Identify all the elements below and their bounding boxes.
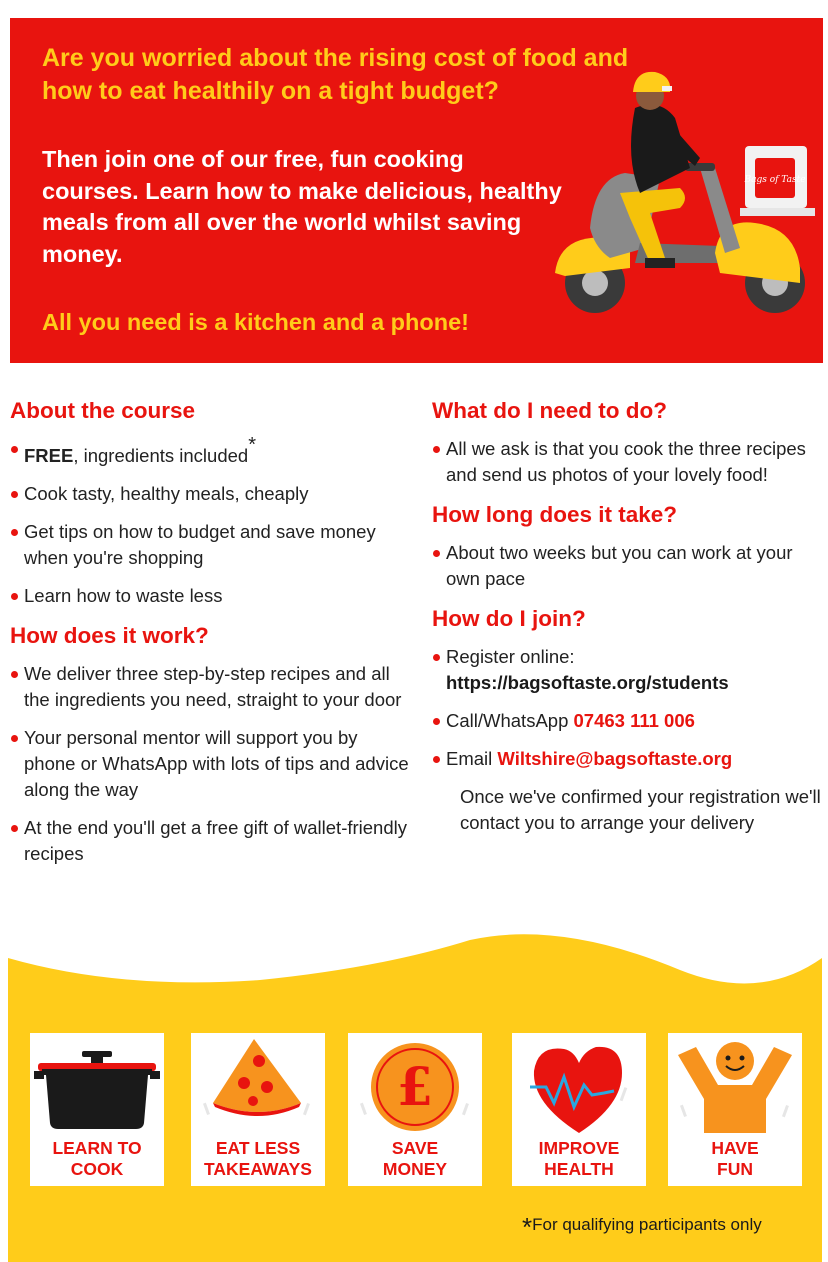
join-list xyxy=(432,644,822,772)
about-title: About the course xyxy=(10,398,196,423)
benefit-card-cook xyxy=(30,1033,164,1186)
how-title: How does it work? xyxy=(10,623,209,649)
list-item: Your personal mentor will support you by phone or WhatsApp with lots of tips and advice along the way xyxy=(10,725,410,803)
list-item: Email Wiltshire@bagsoftaste.org xyxy=(432,746,822,772)
long-list xyxy=(432,540,822,592)
svg-text:£: £ xyxy=(396,1057,434,1118)
phone-link[interactable]: 07463 111 006 xyxy=(573,710,695,731)
hero-banner xyxy=(10,18,823,363)
long-title: How long does it take? xyxy=(432,502,678,527)
benefit-card-money xyxy=(348,1033,482,1186)
benefit-label: LEARN TO COOK xyxy=(52,1138,142,1179)
need-title: What do I need to do? xyxy=(432,398,667,423)
heart-icon xyxy=(512,1033,646,1143)
list-item: We deliver three step-by-step recipes and all the ingredients you need, straight to your door xyxy=(10,661,410,713)
benefit-card-fun xyxy=(668,1033,802,1186)
how-list xyxy=(10,661,410,867)
benefit-card-health xyxy=(512,1033,646,1186)
join-note: Once we've confirmed your registration we'll contact you to arrange your delivery xyxy=(460,786,821,833)
happy-person-icon xyxy=(668,1033,802,1143)
join-title: How do I join? xyxy=(432,606,586,631)
footnote: *For qualifying participants only xyxy=(522,1212,762,1242)
list-item: Learn how to waste less xyxy=(10,583,410,609)
register-link[interactable]: https://bagsoftaste.org/students xyxy=(446,672,729,693)
hero-question: Are you worried about the rising cost of food and how to eat healthily on a tight budget? xyxy=(42,44,629,105)
benefit-label: HAVE FUN xyxy=(711,1138,759,1179)
bag-logo: Bags of Taste xyxy=(744,175,806,185)
left-column xyxy=(10,396,410,879)
list-item: Register online: https://bagsoftaste.org/students xyxy=(432,644,822,696)
email-link[interactable]: Wiltshire@bagsoftaste.org xyxy=(497,748,733,769)
scooter-rider-illustration xyxy=(550,58,820,328)
list-item: All we ask is that you cook the three recipes and send us photos of your lovely food! xyxy=(432,436,822,488)
list-item: Get tips on how to budget and save money when you're shopping xyxy=(10,519,410,571)
benefit-label: EAT LESS TAKEAWAYS xyxy=(204,1138,312,1179)
right-column xyxy=(432,396,822,836)
hero-cta: All you need is a kitchen and a phone! xyxy=(42,309,469,335)
about-list xyxy=(10,436,410,609)
benefit-label: SAVE MONEY xyxy=(382,1138,448,1179)
list-item: Call/WhatsApp 07463 111 006 xyxy=(432,708,822,734)
pound-coin-icon xyxy=(348,1033,482,1143)
list-item: At the end you'll get a free gift of wallet-friendly recipes xyxy=(10,815,410,867)
benefit-label: IMPROVE HEALTH xyxy=(538,1138,620,1179)
list-item: FREE, ingredients included* xyxy=(10,436,410,469)
list-item: About two weeks but you can work at your own pace xyxy=(432,540,822,592)
benefit-card-takeaways xyxy=(191,1033,325,1186)
pot-icon xyxy=(30,1033,164,1143)
pizza-icon xyxy=(191,1033,325,1143)
need-list xyxy=(432,436,822,488)
hero-body: Then join one of our free, fun cooking courses. Learn how to make delicious, healthy meals from all over the world whilst saving money. xyxy=(42,146,562,267)
list-item: Cook tasty, healthy meals, cheaply xyxy=(10,481,410,507)
